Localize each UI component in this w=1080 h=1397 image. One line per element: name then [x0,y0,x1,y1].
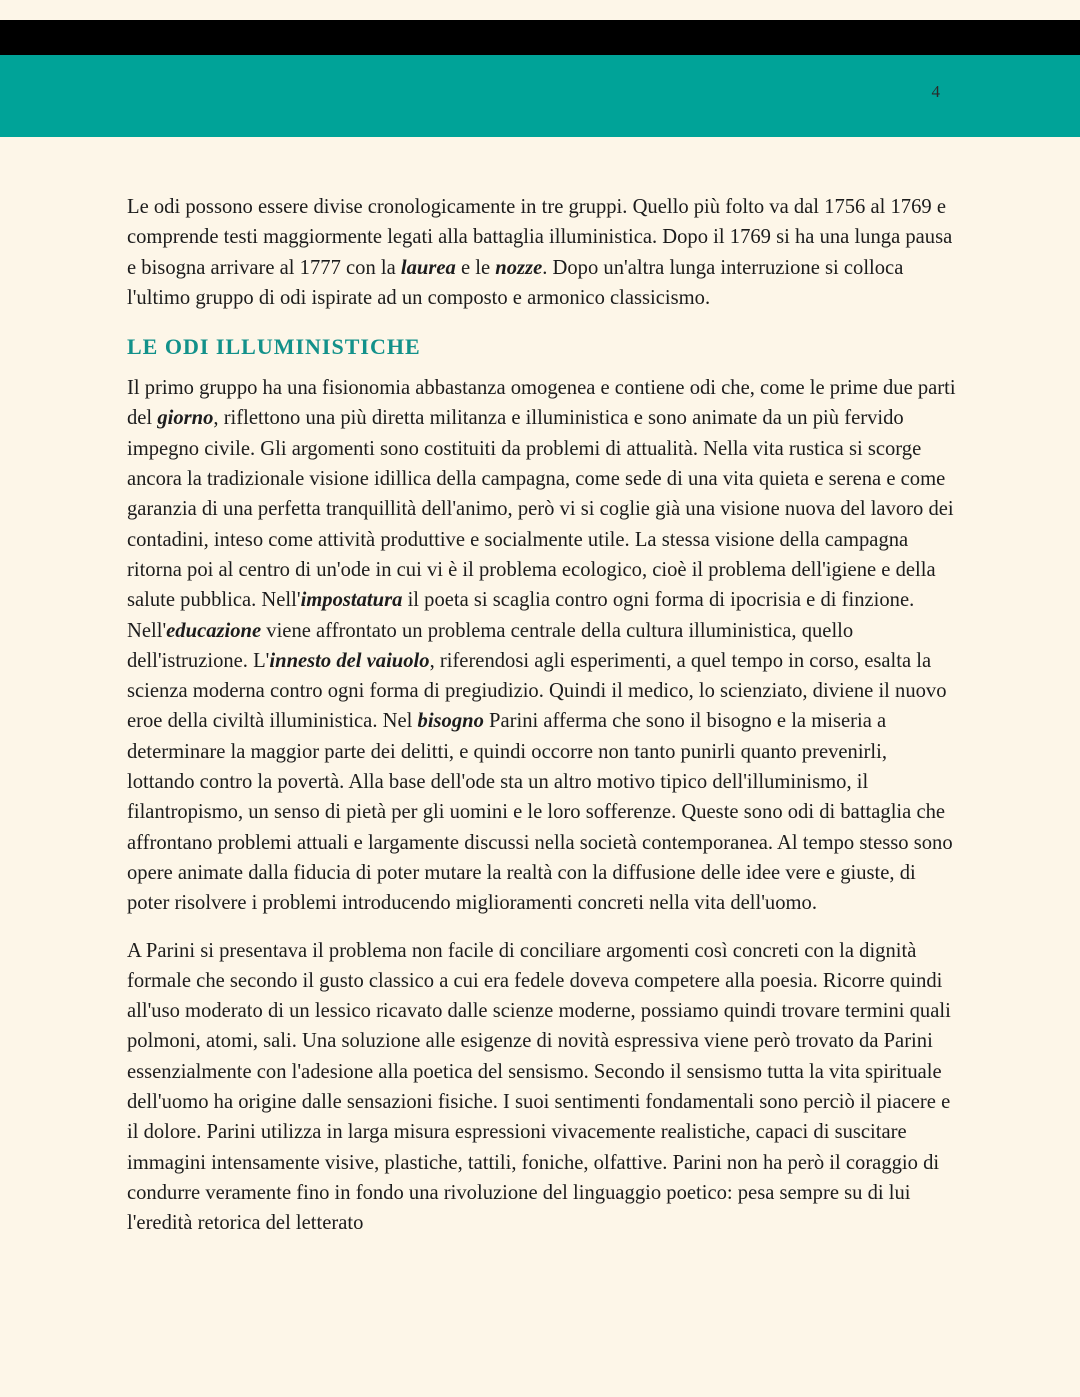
text-run: Le odi possono essere divise cronologicamente in tre gruppi. Quello più folto va dal 1756 al 1769 e comprende testi maggiormente legati alla battaglia illuministica. Dopo il 1769 si ha una lunga pausa e bisogna arrivare al 1777 con la [127,196,953,279]
text-run: . Dopo un'altra lunga interruzione si colloca l'ultimo gruppo di odi ispirate ad un composto e armonico classicismo. [127,256,904,309]
page-number: 4 [931,82,940,101]
paragraph-illuministic-odes [127,373,959,918]
text-run: viene affrontato un problema centrale della cultura illuministica, quello dell'istruzione. L' [127,619,854,672]
emphasized-title: giorno [157,407,214,430]
text-run: , riflettono una più diretta militanza e illuministica e sono animate da un più fervido impegno civile. Gli argomenti sono costituiti da problemi di attualità. Nella vita rustica si scorge ancora la tradizionale visione idillica della campagna, come sede di una vita quieta e serena e come garanzia di una perfetta tranquillità dell'animo, però vi si coglie già una visione nuova del lavoro dei contadini, inteso come attività produttive e socialmente utile. La stessa visione della campagna ritorna poi al centro di un'ode in cui vi è il problema ecologico, cioè il problema dell'igiene e della salute pubblica. Nell' [127,407,954,612]
emphasized-title: educazione [166,619,262,642]
emphasized-title: nozze [495,256,543,279]
text-run: il poeta si scaglia contro ogni forma di ipocrisia e di finzione. Nell' [127,589,915,642]
text-run: Parini afferma che sono il bisogno e la miseria a determinare la maggior parte dei delitti, e quindi occorre non tanto punirli quanto prevenirli, lottando contro la povertà. Alla base dell'ode sta un altro motivo tipico dell'illuminismo, il filantropismo, un senso di pietà per gli uomini e le loro sofferenze. Queste sono odi di battaglia che affrontano problemi attuali e largamente discussi nella società contemporanea. Al tempo stesso sono opere animate dalla fiducia di poter mutare la realtà con la diffusione delle idee vere e giuste, di poter risolvere i problemi introducendo miglioramenti concreti nella vita dell'uomo. [127,710,953,915]
text-run: , riferendosi agli esperimenti, a quel tempo in corso, esalta la scienza moderna contro ogni forma di pregiudizio. Quindi il medico, lo scienziato, diviene il nuovo eroe della civiltà illuministica. Nel [127,649,947,733]
text-run: A Parini si presentava il problema non facile di conciliare argomenti così concreti con la dignità formale che secondo il gusto classico a cui era fedele doveva competere alla poesia. Ricorre quindi all'uso moderato di un lessico ricavato dalle scienze moderne, possiamo quindi trovare termini quali polmoni, atomi, sali. Una soluzione alle esigenze di novità espressiva viene però trovato da Parini essenzialmente con l'adesione alla poetica del sensismo. Secondo il sensismo tutta la vita spirituale dell'uomo ha origine dalle sensazioni fisiche. I suoi sentimenti fondamentali sono perciò il piacere e il dolore. Parini utilizza in larga misura espressioni vivacemente realistiche, capaci di suscitare immagini intensamente visive, plastiche, tattili, foniche, olfattive. Parini non ha però il coraggio di condurre veramente fino in fondo una rivoluzione del linguaggio poetico: pesa sempre su di lui l'eredità retorica del letterato [127,939,951,1235]
header-teal-band [0,55,1080,137]
emphasized-title: impostatura [300,589,403,612]
emphasized-title: bisogno [417,710,484,733]
header-black-band [0,20,1080,55]
emphasized-title: innesto del vaiuolo [269,649,430,672]
text-run: e le [455,256,496,279]
paragraph-language [127,936,959,1239]
text-run: Il primo gruppo ha una fisionomia abbastanza omogenea e contiene odi che, come le prime due parti del [127,377,956,430]
document-body [127,192,959,1239]
paragraph-intro [127,192,959,313]
emphasized-title: laurea [400,256,456,279]
section-heading: LE ODI ILLUMINISTICHE [127,334,421,360]
top-margin [0,0,1080,20]
